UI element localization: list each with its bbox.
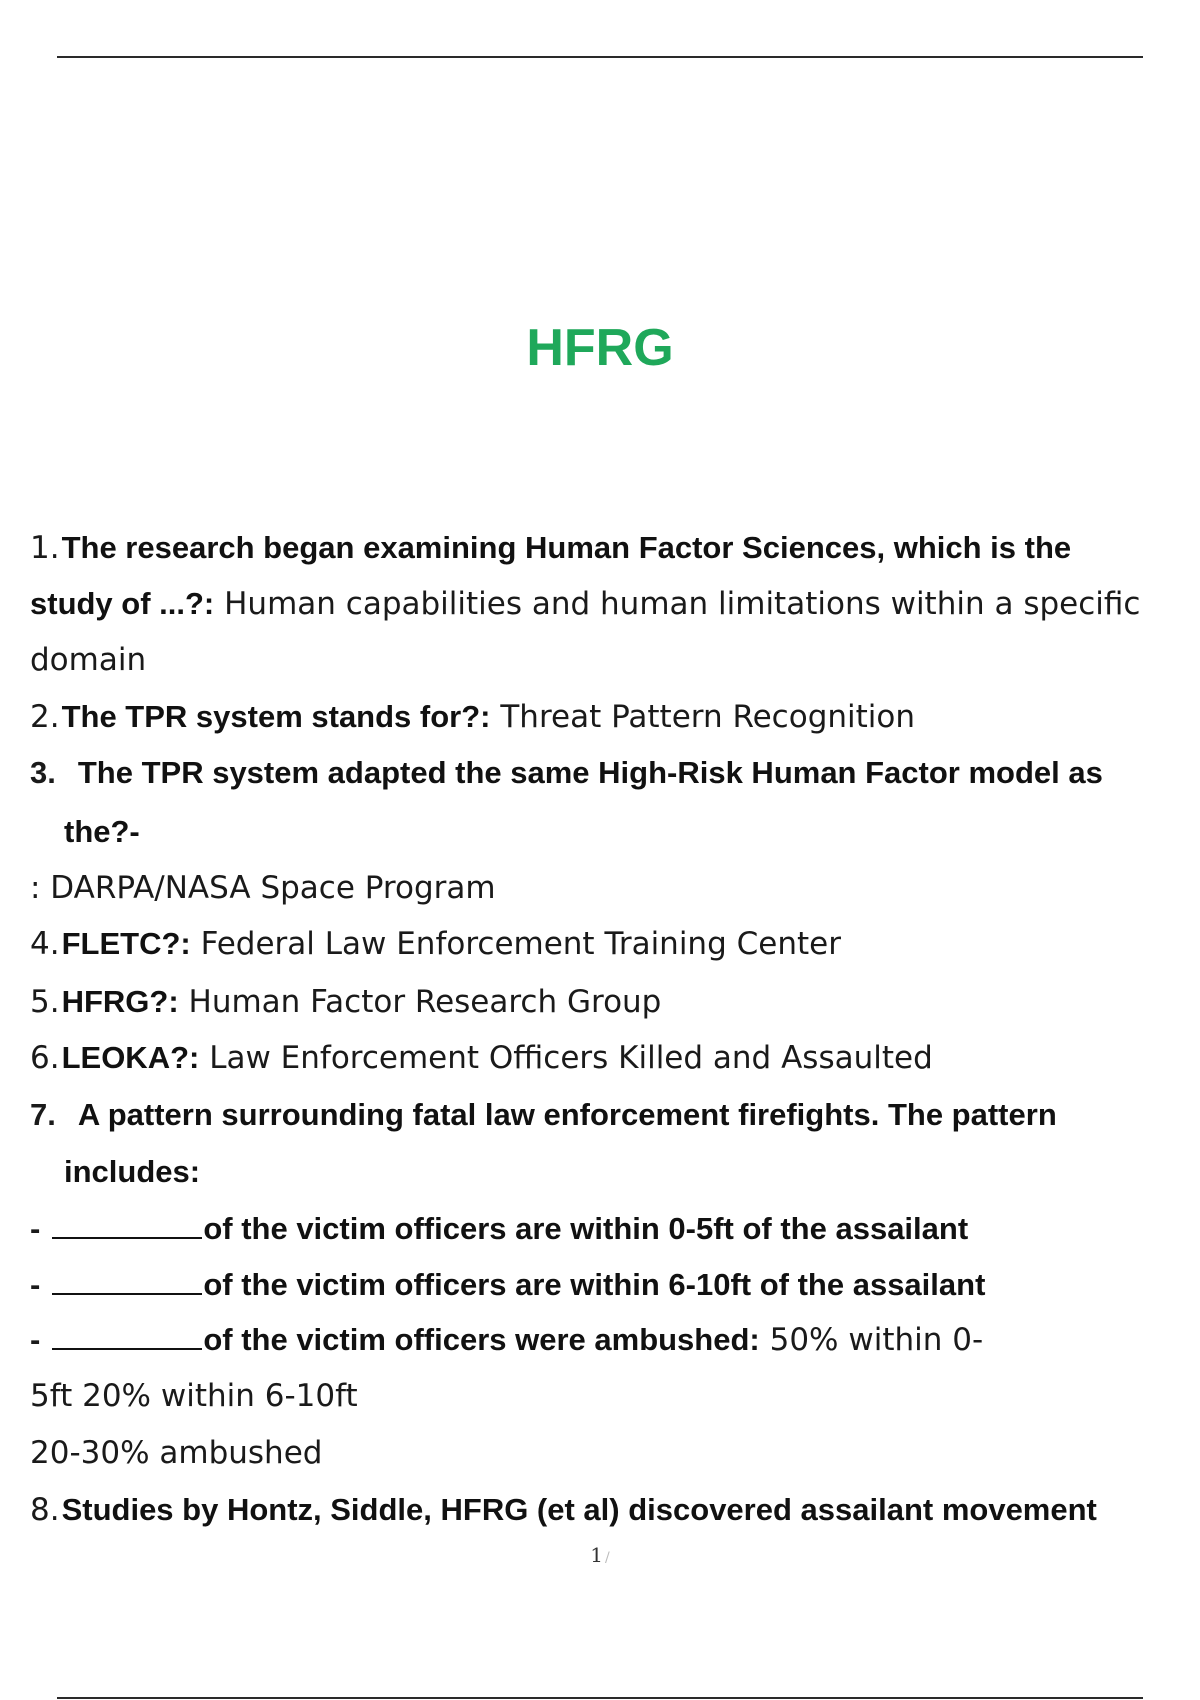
item-1-answer: Human capabilities and human limitations within a specific: [224, 586, 1141, 622]
item-5-answer: Human Factor Research Group: [188, 984, 662, 1020]
bullet-text: of the victim officers are within 6-10ft of the assailant: [203, 1267, 986, 1302]
document-title: HFRG: [526, 319, 674, 377]
item-7-bullet-3: [30, 1320, 983, 1360]
item-7-question-cont: includes:: [64, 1154, 201, 1189]
item-7-answer-line-2: [30, 1376, 358, 1416]
item-7-answer-cont-2: 20-30% ambushed: [30, 1435, 323, 1471]
item-7-line-1: [30, 1095, 1057, 1135]
item-1-number: 1.: [30, 530, 60, 566]
bullet-text: of the victim officers were ambushed:: [203, 1322, 760, 1357]
item-6-answer: Law Enforcement Officers Killed and Assaulted: [209, 1040, 933, 1076]
item-6-line: [30, 1038, 933, 1078]
bullet-dash: -: [30, 1267, 41, 1302]
item-2-answer: Threat Pattern Recognition: [500, 699, 916, 735]
item-6-question: LEOKA?:: [61, 1040, 200, 1075]
item-7-question: A pattern surrounding fatal law enforcement firefights. The pattern: [77, 1097, 1057, 1132]
item-4-question: FLETC?:: [61, 926, 191, 961]
item-2-line: [30, 697, 915, 737]
item-1-answer-cont: domain: [30, 642, 147, 678]
item-5-number: 5.: [30, 984, 60, 1020]
item-2-number: 2.: [30, 699, 60, 735]
item-3-answer-line: [30, 868, 496, 908]
item-4-answer: Federal Law Enforcement Training Center: [200, 926, 841, 962]
item-3-answer: : DARPA/NASA Space Program: [30, 870, 496, 906]
footer-rule: [57, 1697, 1143, 1699]
page-number-separator: /: [605, 1550, 610, 1566]
item-7-bullet-2: [30, 1265, 985, 1305]
header-rule: [57, 56, 1143, 58]
item-5-question: HFRG?:: [61, 984, 179, 1019]
item-1-line-3: [30, 640, 146, 680]
bullet-dash: -: [30, 1322, 41, 1357]
item-3-line-1: [30, 753, 1103, 793]
fill-in-blank: [52, 1237, 202, 1239]
item-7-answer: 50% within 0-: [769, 1322, 984, 1358]
item-2-question: The TPR system stands for?:: [61, 699, 491, 734]
item-1-question-cont: study of ...?:: [30, 586, 215, 621]
item-7-answer-cont: 5ft 20% within 6-10ft: [30, 1378, 358, 1414]
item-3-question-cont: the?-: [64, 814, 140, 849]
item-4-number: 4.: [30, 926, 60, 962]
bullet-text: of the victim officers are within 0-5ft of the assailant: [203, 1211, 969, 1246]
item-1-question: The research began examining Human Factor Sciences, which is the: [61, 530, 1072, 565]
item-3-line-2: [64, 812, 140, 852]
fill-in-blank: [52, 1348, 202, 1350]
item-7-answer-line-3: [30, 1433, 322, 1473]
item-5-line: [30, 982, 661, 1022]
item-8-question: Studies by Hontz, Siddle, HFRG (et al) discovered assailant movement: [61, 1492, 1097, 1527]
fill-in-blank: [52, 1293, 202, 1295]
item-7-bullet-1: [30, 1209, 968, 1249]
bullet-dash: -: [30, 1211, 41, 1246]
item-3-number: 3.: [30, 755, 56, 790]
item-1-line-2: [30, 584, 1140, 624]
item-1-line-1: [30, 528, 1071, 568]
page-number-value: 1: [590, 1543, 603, 1567]
item-8-line-1: [30, 1490, 1097, 1530]
page-number: [0, 1543, 1200, 1567]
item-3-question: The TPR system adapted the same High-Risk Human Factor model as: [77, 755, 1103, 790]
item-8-number: 8.: [30, 1492, 60, 1528]
item-7-number: 7.: [30, 1097, 56, 1132]
item-4-line: [30, 924, 841, 964]
item-6-number: 6.: [30, 1040, 60, 1076]
item-7-line-2: [64, 1152, 200, 1192]
